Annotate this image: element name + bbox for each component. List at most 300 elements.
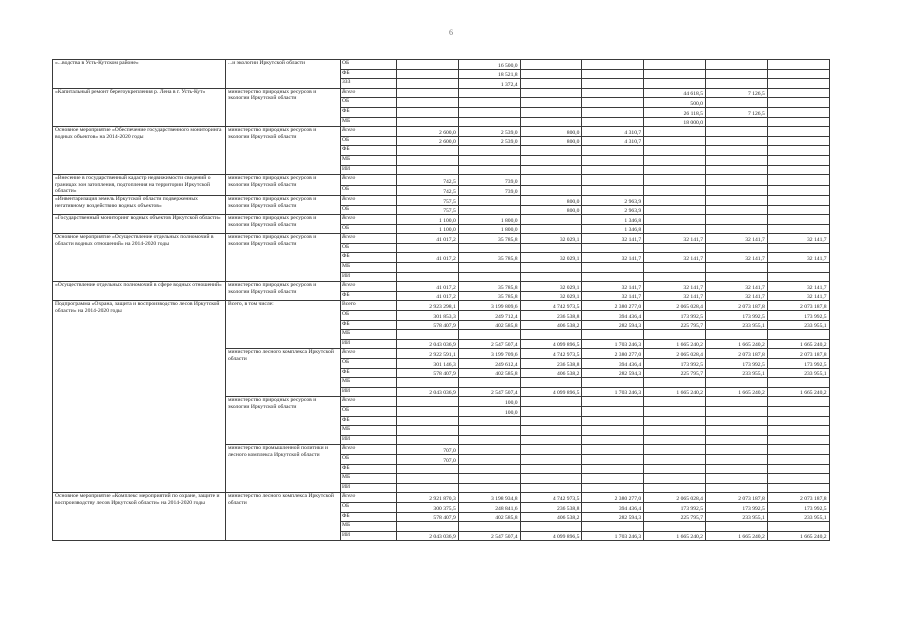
amount-cell: [582, 155, 644, 165]
funding-source-cell: ОБ: [341, 502, 397, 512]
page-number: 6: [449, 28, 453, 37]
amount-cell: [767, 454, 829, 464]
amount-cell: 2 065 028,4: [644, 349, 706, 359]
amount-cell: 301 146,3: [397, 359, 459, 369]
table-row: [53, 60, 830, 70]
amount-cell: 236 538,8: [520, 359, 582, 369]
funding-source-cell: ОБ: [341, 185, 397, 195]
amount-cell: [644, 79, 706, 89]
amount-cell: [397, 272, 459, 282]
amount-cell: 233 955,1: [705, 512, 767, 522]
amount-cell: [458, 88, 520, 98]
amount-cell: 32 141,7: [767, 253, 829, 263]
executor-cell: министерство природных ресурсов и экологии Иркутской области: [226, 195, 341, 214]
funding-source-cell: Всего: [341, 88, 397, 98]
funding-source-cell: ОБ: [341, 406, 397, 416]
amount-cell: [582, 263, 644, 273]
amount-cell: 35 785,8: [458, 234, 520, 244]
amount-cell: 1 665 240,2: [767, 531, 829, 541]
amount-cell: 249 612,4: [458, 359, 520, 369]
amount-cell: [582, 483, 644, 493]
amount-cell: [458, 107, 520, 117]
amount-cell: 2 043 036,9: [397, 339, 459, 349]
amount-cell: 402 585,8: [458, 320, 520, 330]
amount-cell: [644, 445, 706, 455]
amount-cell: 32 141,7: [582, 234, 644, 244]
funding-source-cell: МБ: [341, 263, 397, 273]
executor-cell: министерство природных ресурсов и экологии Иркутской области: [226, 234, 341, 282]
amount-cell: [644, 146, 706, 156]
amount-cell: [767, 127, 829, 137]
amount-cell: [520, 60, 582, 70]
amount-cell: [397, 107, 459, 117]
amount-cell: [520, 243, 582, 253]
measure-name-cell: Подпрограмма «Охрана, защита и воспроизводство лесов Иркутской области» на 2014-2020 годы: [53, 301, 226, 493]
amount-cell: [520, 397, 582, 407]
amount-cell: 100,0: [458, 397, 520, 407]
amount-cell: [644, 426, 706, 436]
amount-cell: 739,0: [458, 185, 520, 195]
amount-cell: 2 600,0: [397, 136, 459, 146]
amount-cell: [705, 98, 767, 108]
amount-cell: 1 665 240,2: [644, 387, 706, 397]
amount-cell: [520, 483, 582, 493]
amount-cell: 800,0: [520, 127, 582, 137]
funding-source-cell: ИИ: [341, 339, 397, 349]
amount-cell: 35 785,8: [458, 282, 520, 292]
amount-cell: [705, 330, 767, 340]
amount-cell: [705, 60, 767, 70]
measure-name-cell: «Инвентаризация земель Иркутской области подверженных негативному воздействию водных объектов»: [53, 195, 226, 214]
amount-cell: [705, 155, 767, 165]
funding-source-cell: Всего: [341, 127, 397, 137]
amount-cell: [705, 243, 767, 253]
amount-cell: [644, 224, 706, 234]
amount-cell: 32 141,7: [705, 291, 767, 301]
measure-name-cell: Основное мероприятие «Обеспечение государственного мониторинга водных объектов» на 2014-2020 годы: [53, 127, 226, 175]
amount-cell: [644, 136, 706, 146]
amount-cell: [644, 416, 706, 426]
amount-cell: [582, 272, 644, 282]
amount-cell: [767, 426, 829, 436]
budget-table: [52, 59, 830, 541]
funding-source-cell: МБ: [341, 330, 397, 340]
amount-cell: 4 099 896,5: [520, 531, 582, 541]
amount-cell: [644, 272, 706, 282]
amount-cell: 41 017,2: [397, 253, 459, 263]
funding-source-cell: Всего: [341, 175, 397, 185]
funding-source-cell: ОБ: [341, 205, 397, 215]
amount-cell: 233 955,1: [767, 320, 829, 330]
amount-cell: 300 375,5: [397, 502, 459, 512]
amount-cell: [582, 107, 644, 117]
amount-cell: [705, 445, 767, 455]
amount-cell: 32 141,7: [644, 234, 706, 244]
amount-cell: 1 346,8: [582, 224, 644, 234]
amount-cell: [767, 272, 829, 282]
amount-cell: [458, 474, 520, 484]
amount-cell: [705, 79, 767, 89]
amount-cell: 2 547 507,4: [458, 531, 520, 541]
executor-cell: министерство природных ресурсов и экологии Иркутской области: [226, 215, 341, 234]
amount-cell: 402 585,8: [458, 512, 520, 522]
amount-cell: 3 199 809,6: [458, 301, 520, 311]
amount-cell: 578 407,9: [397, 512, 459, 522]
funding-source-cell: ОБ: [341, 60, 397, 70]
funding-source-cell: ФБ: [341, 253, 397, 263]
executor-cell: министерство природных ресурсов и экологии Иркутской области: [226, 175, 341, 196]
amount-cell: [582, 416, 644, 426]
amount-cell: [767, 397, 829, 407]
amount-cell: [767, 243, 829, 253]
amount-cell: [397, 522, 459, 532]
amount-cell: 2 380 277,0: [582, 493, 644, 503]
funding-source-cell: Всего: [341, 493, 397, 503]
amount-cell: [644, 243, 706, 253]
amount-cell: 248 841,6: [458, 502, 520, 512]
amount-cell: 4 742 973,5: [520, 349, 582, 359]
funding-source-cell: МБ: [341, 155, 397, 165]
amount-cell: [520, 445, 582, 455]
amount-cell: 707,0: [397, 445, 459, 455]
amount-cell: 742,5: [397, 185, 459, 195]
amount-cell: 41 017,2: [397, 291, 459, 301]
amount-cell: [705, 397, 767, 407]
amount-cell: [705, 272, 767, 282]
executor-cell: министерство природных ресурсов и экологии Иркутской области: [226, 127, 341, 175]
amount-cell: [520, 454, 582, 464]
amount-cell: 578 407,9: [397, 368, 459, 378]
amount-cell: 233 955,1: [705, 320, 767, 330]
amount-cell: [582, 146, 644, 156]
measure-name-cell: «Осуществление отдельных полномочий в сфере водных отношений»: [53, 282, 226, 301]
table-row: [53, 301, 830, 311]
amount-cell: [458, 454, 520, 464]
amount-cell: [705, 474, 767, 484]
amount-cell: [582, 454, 644, 464]
amount-cell: [520, 263, 582, 273]
funding-source-cell: ЗЗЗ: [341, 79, 397, 89]
amount-cell: [644, 175, 706, 185]
amount-cell: [705, 69, 767, 79]
amount-cell: [397, 88, 459, 98]
amount-cell: [397, 263, 459, 273]
funding-source-cell: Всего: [341, 301, 397, 311]
amount-cell: 739,0: [458, 175, 520, 185]
amount-cell: [520, 165, 582, 175]
amount-cell: [397, 426, 459, 436]
amount-cell: [705, 435, 767, 445]
amount-cell: [705, 215, 767, 225]
amount-cell: 2 923 298,1: [397, 301, 459, 311]
amount-cell: 32 141,7: [644, 282, 706, 292]
amount-cell: [397, 69, 459, 79]
funding-source-cell: ФБ: [341, 464, 397, 474]
table-row: [53, 175, 830, 185]
amount-cell: [644, 155, 706, 165]
amount-cell: [458, 522, 520, 532]
amount-cell: [767, 60, 829, 70]
amount-cell: 236 538,8: [520, 502, 582, 512]
measure-name-cell: «...водства в Усть-Кутском районе»: [53, 60, 226, 89]
amount-cell: 32 029,1: [520, 282, 582, 292]
amount-cell: [644, 69, 706, 79]
amount-cell: [582, 378, 644, 388]
amount-cell: 2 600,0: [397, 127, 459, 137]
amount-cell: 394 436,4: [582, 359, 644, 369]
amount-cell: [520, 272, 582, 282]
amount-cell: 578 407,9: [397, 320, 459, 330]
amount-cell: 406 538,2: [520, 512, 582, 522]
funding-source-cell: МБ: [341, 426, 397, 436]
measure-name-cell: «Государственный мониторинг водных объектов Иркутской области»: [53, 215, 226, 234]
amount-cell: 18 000,0: [644, 117, 706, 127]
amount-cell: 32 029,1: [520, 291, 582, 301]
amount-cell: 32 141,7: [705, 253, 767, 263]
amount-cell: [767, 522, 829, 532]
amount-cell: [397, 406, 459, 416]
amount-cell: 173 992,5: [644, 359, 706, 369]
amount-cell: [644, 263, 706, 273]
amount-cell: [458, 378, 520, 388]
table-row: [53, 234, 830, 244]
amount-cell: [705, 136, 767, 146]
executor-cell: ...и экологии Иркутской области: [226, 60, 341, 89]
amount-cell: 2 539,0: [458, 136, 520, 146]
amount-cell: 2 963,9: [582, 195, 644, 205]
amount-cell: [767, 378, 829, 388]
amount-cell: [767, 69, 829, 79]
amount-cell: [582, 406, 644, 416]
amount-cell: 394 436,4: [582, 311, 644, 321]
amount-cell: 236 538,8: [520, 311, 582, 321]
amount-cell: 2 539,0: [458, 127, 520, 137]
amount-cell: [644, 215, 706, 225]
amount-cell: [397, 98, 459, 108]
amount-cell: 18 521,8: [458, 69, 520, 79]
amount-cell: [767, 185, 829, 195]
amount-cell: 1 665 240,2: [767, 339, 829, 349]
amount-cell: 32 141,7: [644, 291, 706, 301]
amount-cell: [705, 205, 767, 215]
amount-cell: [458, 330, 520, 340]
amount-cell: [397, 378, 459, 388]
amount-cell: [397, 146, 459, 156]
funding-source-cell: ФБ: [341, 368, 397, 378]
amount-cell: [458, 263, 520, 273]
amount-cell: [767, 117, 829, 127]
amount-cell: [458, 205, 520, 215]
amount-cell: 233 955,1: [705, 368, 767, 378]
amount-cell: [397, 165, 459, 175]
amount-cell: 100,0: [458, 406, 520, 416]
amount-cell: [520, 416, 582, 426]
funding-source-cell: МБ: [341, 117, 397, 127]
amount-cell: [767, 445, 829, 455]
amount-cell: 800,0: [520, 195, 582, 205]
amount-cell: [520, 69, 582, 79]
amount-cell: 173 992,5: [767, 502, 829, 512]
amount-cell: [705, 146, 767, 156]
amount-cell: 2 073 187,8: [767, 493, 829, 503]
amount-cell: [582, 330, 644, 340]
amount-cell: 2 547 507,4: [458, 387, 520, 397]
amount-cell: 2 065 028,4: [644, 493, 706, 503]
amount-cell: [644, 406, 706, 416]
amount-cell: 2 043 036,9: [397, 531, 459, 541]
budget-table-sheet: [52, 59, 829, 541]
amount-cell: [644, 378, 706, 388]
amount-cell: [644, 522, 706, 532]
amount-cell: [705, 483, 767, 493]
amount-cell: [767, 136, 829, 146]
amount-cell: [767, 263, 829, 273]
amount-cell: [644, 474, 706, 484]
funding-source-cell: МБ: [341, 378, 397, 388]
amount-cell: 1 703 246,3: [582, 339, 644, 349]
amount-cell: 4 099 896,5: [520, 387, 582, 397]
amount-cell: [520, 474, 582, 484]
amount-cell: [644, 397, 706, 407]
executor-cell: министерство лесного комплекса Иркутской области: [226, 493, 341, 541]
amount-cell: [458, 272, 520, 282]
amount-cell: [458, 98, 520, 108]
amount-cell: 32 141,7: [705, 234, 767, 244]
amount-cell: [705, 263, 767, 273]
amount-cell: 301 853,3: [397, 311, 459, 321]
amount-cell: [458, 195, 520, 205]
amount-cell: 249 712,4: [458, 311, 520, 321]
amount-cell: [644, 165, 706, 175]
amount-cell: 16 500,0: [458, 60, 520, 70]
amount-cell: [582, 426, 644, 436]
amount-cell: [705, 522, 767, 532]
amount-cell: [644, 464, 706, 474]
amount-cell: 4 310,7: [582, 127, 644, 137]
amount-cell: 1 800,0: [458, 224, 520, 234]
amount-cell: 2 073 187,8: [705, 349, 767, 359]
amount-cell: [767, 330, 829, 340]
funding-source-cell: ИИ: [341, 483, 397, 493]
amount-cell: [705, 117, 767, 127]
funding-source-cell: ФБ: [341, 512, 397, 522]
amount-cell: 402 585,8: [458, 368, 520, 378]
amount-cell: 2 073 187,8: [705, 493, 767, 503]
amount-cell: [767, 435, 829, 445]
amount-cell: [582, 474, 644, 484]
amount-cell: 2 043 036,9: [397, 387, 459, 397]
amount-cell: [705, 464, 767, 474]
amount-cell: 800,0: [520, 205, 582, 215]
amount-cell: 1 665 240,2: [767, 387, 829, 397]
amount-cell: [705, 416, 767, 426]
amount-cell: 32 141,7: [767, 291, 829, 301]
amount-cell: 233 955,1: [767, 368, 829, 378]
measure-name-cell: Основное мероприятие «Осуществление отдельных полномочий в области водных отношений» на 2014-2020 годы: [53, 234, 226, 282]
amount-cell: [458, 464, 520, 474]
amount-cell: [582, 397, 644, 407]
amount-cell: 35 785,8: [458, 253, 520, 263]
amount-cell: [582, 522, 644, 532]
amount-cell: 4 742 973,5: [520, 301, 582, 311]
amount-cell: [520, 98, 582, 108]
funding-source-cell: ОБ: [341, 454, 397, 464]
amount-cell: [520, 378, 582, 388]
amount-cell: [644, 205, 706, 215]
amount-cell: [644, 454, 706, 464]
amount-cell: 225 795,7: [644, 368, 706, 378]
amount-cell: [705, 165, 767, 175]
amount-cell: [582, 165, 644, 175]
amount-cell: [458, 155, 520, 165]
amount-cell: [644, 483, 706, 493]
amount-cell: [705, 175, 767, 185]
amount-cell: [397, 243, 459, 253]
amount-cell: [520, 185, 582, 195]
funding-source-cell: ИИ: [341, 435, 397, 445]
funding-source-cell: ИИ: [341, 272, 397, 282]
amount-cell: [582, 185, 644, 195]
amount-cell: [705, 406, 767, 416]
amount-cell: 173 992,5: [644, 502, 706, 512]
amount-cell: [767, 155, 829, 165]
amount-cell: 173 992,5: [767, 359, 829, 369]
funding-source-cell: Всего: [341, 397, 397, 407]
amount-cell: 1 100,0: [397, 215, 459, 225]
amount-cell: [520, 146, 582, 156]
amount-cell: [520, 79, 582, 89]
amount-cell: 233 955,1: [767, 512, 829, 522]
amount-cell: 173 992,5: [644, 311, 706, 321]
amount-cell: [705, 127, 767, 137]
amount-cell: [520, 406, 582, 416]
amount-cell: [582, 60, 644, 70]
amount-cell: [458, 445, 520, 455]
amount-cell: [705, 195, 767, 205]
funding-source-cell: ОБ: [341, 243, 397, 253]
funding-source-cell: ФБ: [341, 69, 397, 79]
amount-cell: [767, 98, 829, 108]
amount-cell: 225 795,7: [644, 512, 706, 522]
funding-source-cell: ИИ: [341, 387, 397, 397]
amount-cell: [705, 426, 767, 436]
amount-cell: [644, 185, 706, 195]
amount-cell: [458, 435, 520, 445]
amount-cell: [582, 445, 644, 455]
amount-cell: [397, 416, 459, 426]
amount-cell: [582, 464, 644, 474]
table-row: [53, 493, 830, 503]
amount-cell: 2 921 870,3: [397, 493, 459, 503]
amount-cell: [520, 107, 582, 117]
amount-cell: [582, 175, 644, 185]
amount-cell: 32 141,7: [705, 282, 767, 292]
amount-cell: 757,5: [397, 195, 459, 205]
amount-cell: 2 073 187,8: [767, 301, 829, 311]
amount-cell: [767, 195, 829, 205]
executor-cell: министерство промышленной политики и лесного комплекса Иркутской области: [226, 445, 341, 493]
amount-cell: 1 665 240,2: [705, 339, 767, 349]
amount-cell: [520, 426, 582, 436]
amount-cell: 32 141,7: [767, 234, 829, 244]
amount-cell: 26 118,5: [644, 107, 706, 117]
amount-cell: [458, 426, 520, 436]
executor-cell: министерство природных ресурсов и экологии Иркутской области: [226, 88, 341, 126]
amount-cell: 4 742 973,5: [520, 493, 582, 503]
amount-cell: 1 703 246,3: [582, 387, 644, 397]
amount-cell: [582, 98, 644, 108]
amount-cell: [582, 79, 644, 89]
